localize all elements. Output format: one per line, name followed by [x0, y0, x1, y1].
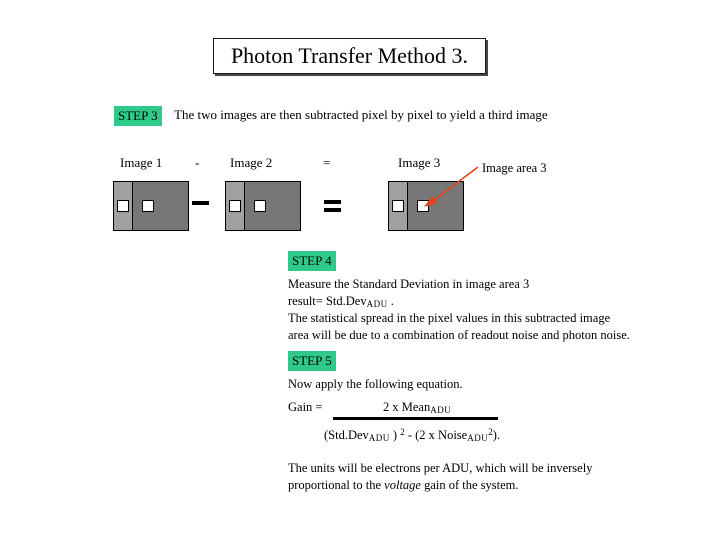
step5-tag: STEP 5 [288, 351, 336, 371]
image2-label: Image 2 [230, 155, 273, 170]
step5-line1: Now apply the following equation. [288, 377, 463, 391]
image1-label: Image 1 [120, 155, 163, 170]
minus-label: - [195, 155, 200, 170]
step4-line1: Measure the Standard Deviation in image area 3 [288, 277, 530, 291]
step3-tag: STEP 3 [114, 106, 162, 126]
units-text [288, 460, 592, 493]
step4-line4: area will be due to a combination of readout noise and photon noise. [288, 327, 630, 342]
equation-denominator: (Std.DevADU ) $^2$ - (2 x NoiseADU$^2$). [324, 427, 501, 443]
fraction-bar [333, 417, 498, 420]
units-line1: The units will be electrons per ADU, which will be inversely [288, 461, 593, 475]
step3-text: The two images are then subtracted pixel by pixel to yield a third image [174, 107, 548, 122]
image3-label: Image 3 [398, 155, 441, 170]
equation-numerator: 2 x MeanADU [383, 400, 452, 415]
gain-label: Gain = [288, 400, 323, 414]
step4-line2: result= Std.DevADU . [288, 293, 394, 309]
equals-label: = [323, 155, 331, 170]
page-title-text: Photon Transfer Method 3. [230, 43, 469, 68]
image-area-label: Image area 3 [482, 161, 547, 175]
step4-text [288, 276, 630, 343]
units-line2: proportional to the voltage gain of the system. [288, 477, 519, 492]
step4-tag: STEP 4 [288, 251, 336, 271]
step4-line3: The statistical spread in the pixel values in this subtracted image [288, 311, 611, 325]
